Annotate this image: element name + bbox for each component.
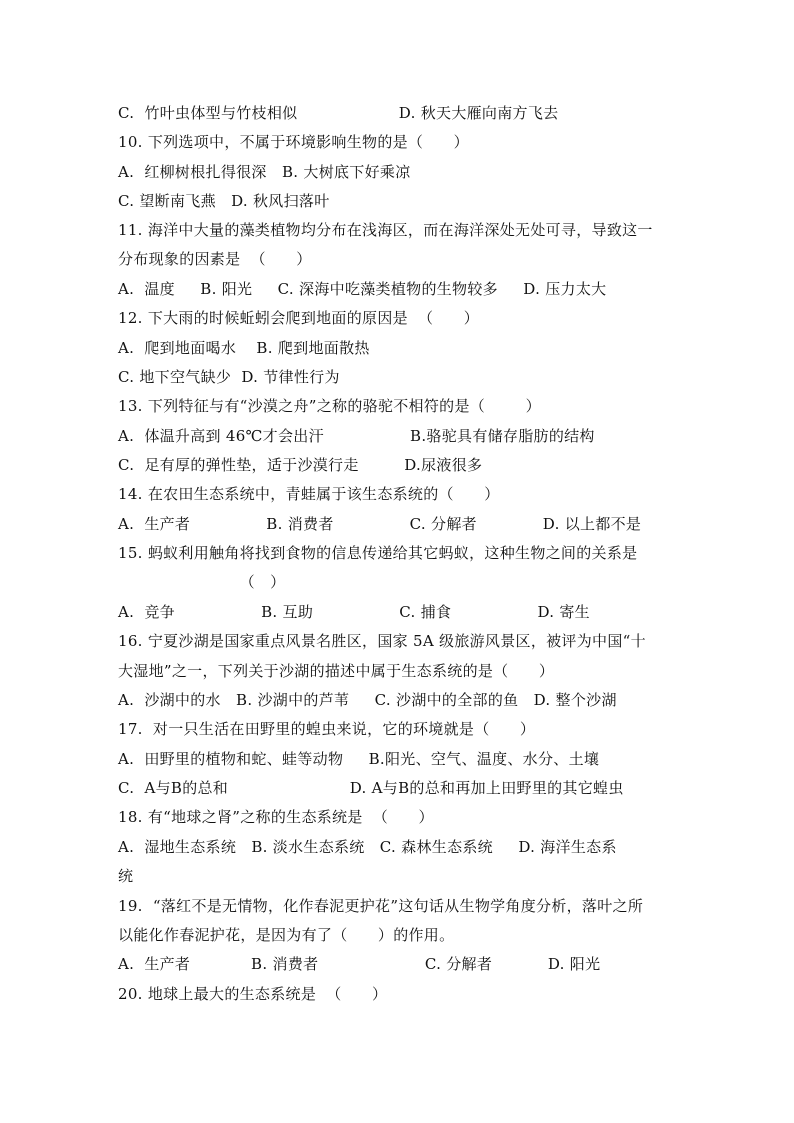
question-19-stem-line-2: 以能化作春泥护花，是因为有了（ ）的作用。 (118, 926, 455, 944)
question-15-options: A. 竞争 B. 互助 C. 捕食 D. 寄生 (118, 603, 590, 621)
question-11-options: A. 温度 B. 阳光 C. 深海中吃藻类植物的生物较多 D. 压力太大 (118, 280, 607, 298)
question-12-option-cd: C. 地下空气缺少 D. 节律性行为 (118, 368, 340, 386)
question-16-options: A. 沙湖中的水 B. 沙湖中的芦苇 C. 沙湖中的全部的鱼 D. 整个沙湖 (118, 691, 617, 709)
question-18-options-line-1: A. 湿地生态系统 B. 淡水生态系统 C. 森林生态系统 D. 海洋生态系 (118, 838, 617, 856)
question-12-stem: 12. 下大雨的时候蚯蚓会爬到地面的原因是 （ ） (118, 309, 480, 327)
question-20-stem: 20. 地球上最大的生态系统是 （ ） (118, 985, 388, 1003)
question-15-stem-line-1: 15. 蚂蚁利用触角将找到食物的信息传递给其它蚂蚁，这种生物之间的关系是 (118, 544, 638, 562)
question-19-options: A. 生产者 B. 消费者 C. 分解者 D. 阳光 (118, 955, 601, 973)
question-10-option-ab: A. 红柳树根扎得很深 B. 大树底下好乘凉 (118, 163, 411, 181)
question-11-stem-line-1: 11. 海洋中大量的藻类植物均分布在浅海区，而在海洋深处无处可寻，导致这一 (118, 221, 653, 239)
question-10-stem: 10. 下列选项中，不属于环境影响生物的是（ ） (118, 133, 469, 151)
question-11-stem-line-2: 分布现象的因素是 （ ） (118, 250, 312, 268)
question-17-option-ab: A. 田野里的植物和蛇、蛙等动物 B.阳光、空气、温度、水分、土壤 (118, 750, 600, 768)
question-15-stem-line-2: （ ） (118, 573, 286, 591)
question-17-stem: 17. 对一只生活在田野里的蝗虫来说，它的环境就是（ ） (118, 720, 536, 738)
question-13-option-ab: A. 体温升高到 46℃才会出汗 B.骆驼具有储存脂肪的结构 (118, 427, 595, 445)
question-18-options-line-2: 统 (118, 867, 134, 885)
question-13-stem: 13. 下列特征与有“沙漠之舟”之称的骆驼不相符的是（ ） (118, 397, 541, 415)
question-13-option-cd: C. 足有厚的弹性垫，适于沙漠行走 D.尿液很多 (118, 456, 483, 474)
question-12-option-ab: A. 爬到地面喝水 B. 爬到地面散热 (118, 339, 370, 357)
question-16-stem-line-1: 16. 宁夏沙湖是国家重点风景名胜区，国家 5A 级旅游风景区，被评为中国“十 (118, 632, 646, 650)
question-14-stem: 14. 在农田生态系统中，青蛙属于该生态系统的（ ） (118, 485, 500, 503)
question-14-options: A. 生产者 B. 消费者 C. 分解者 D. 以上都不是 (118, 515, 642, 533)
question-9-option-cd: C. 竹叶虫体型与竹枝相似 D. 秋天大雁向南方飞去 (118, 104, 559, 122)
question-10-option-cd: C. 望断南飞燕 D. 秋风扫落叶 (118, 192, 330, 210)
question-19-stem-line-1: 19. “落红不是无情物，化作春泥更护花”这句话从生物学角度分析，落叶之所 (118, 897, 644, 915)
question-16-stem-line-2: 大湿地”之一，下列关于沙湖的描述中属于生态系统的是（ ） (118, 662, 555, 680)
question-18-stem: 18. 有“地球之肾”之称的生态系统是 （ ） (118, 808, 434, 826)
question-17-option-cd: C. A与B的总和 D. A与B的总和再加上田野里的其它蝗虫 (118, 779, 624, 797)
